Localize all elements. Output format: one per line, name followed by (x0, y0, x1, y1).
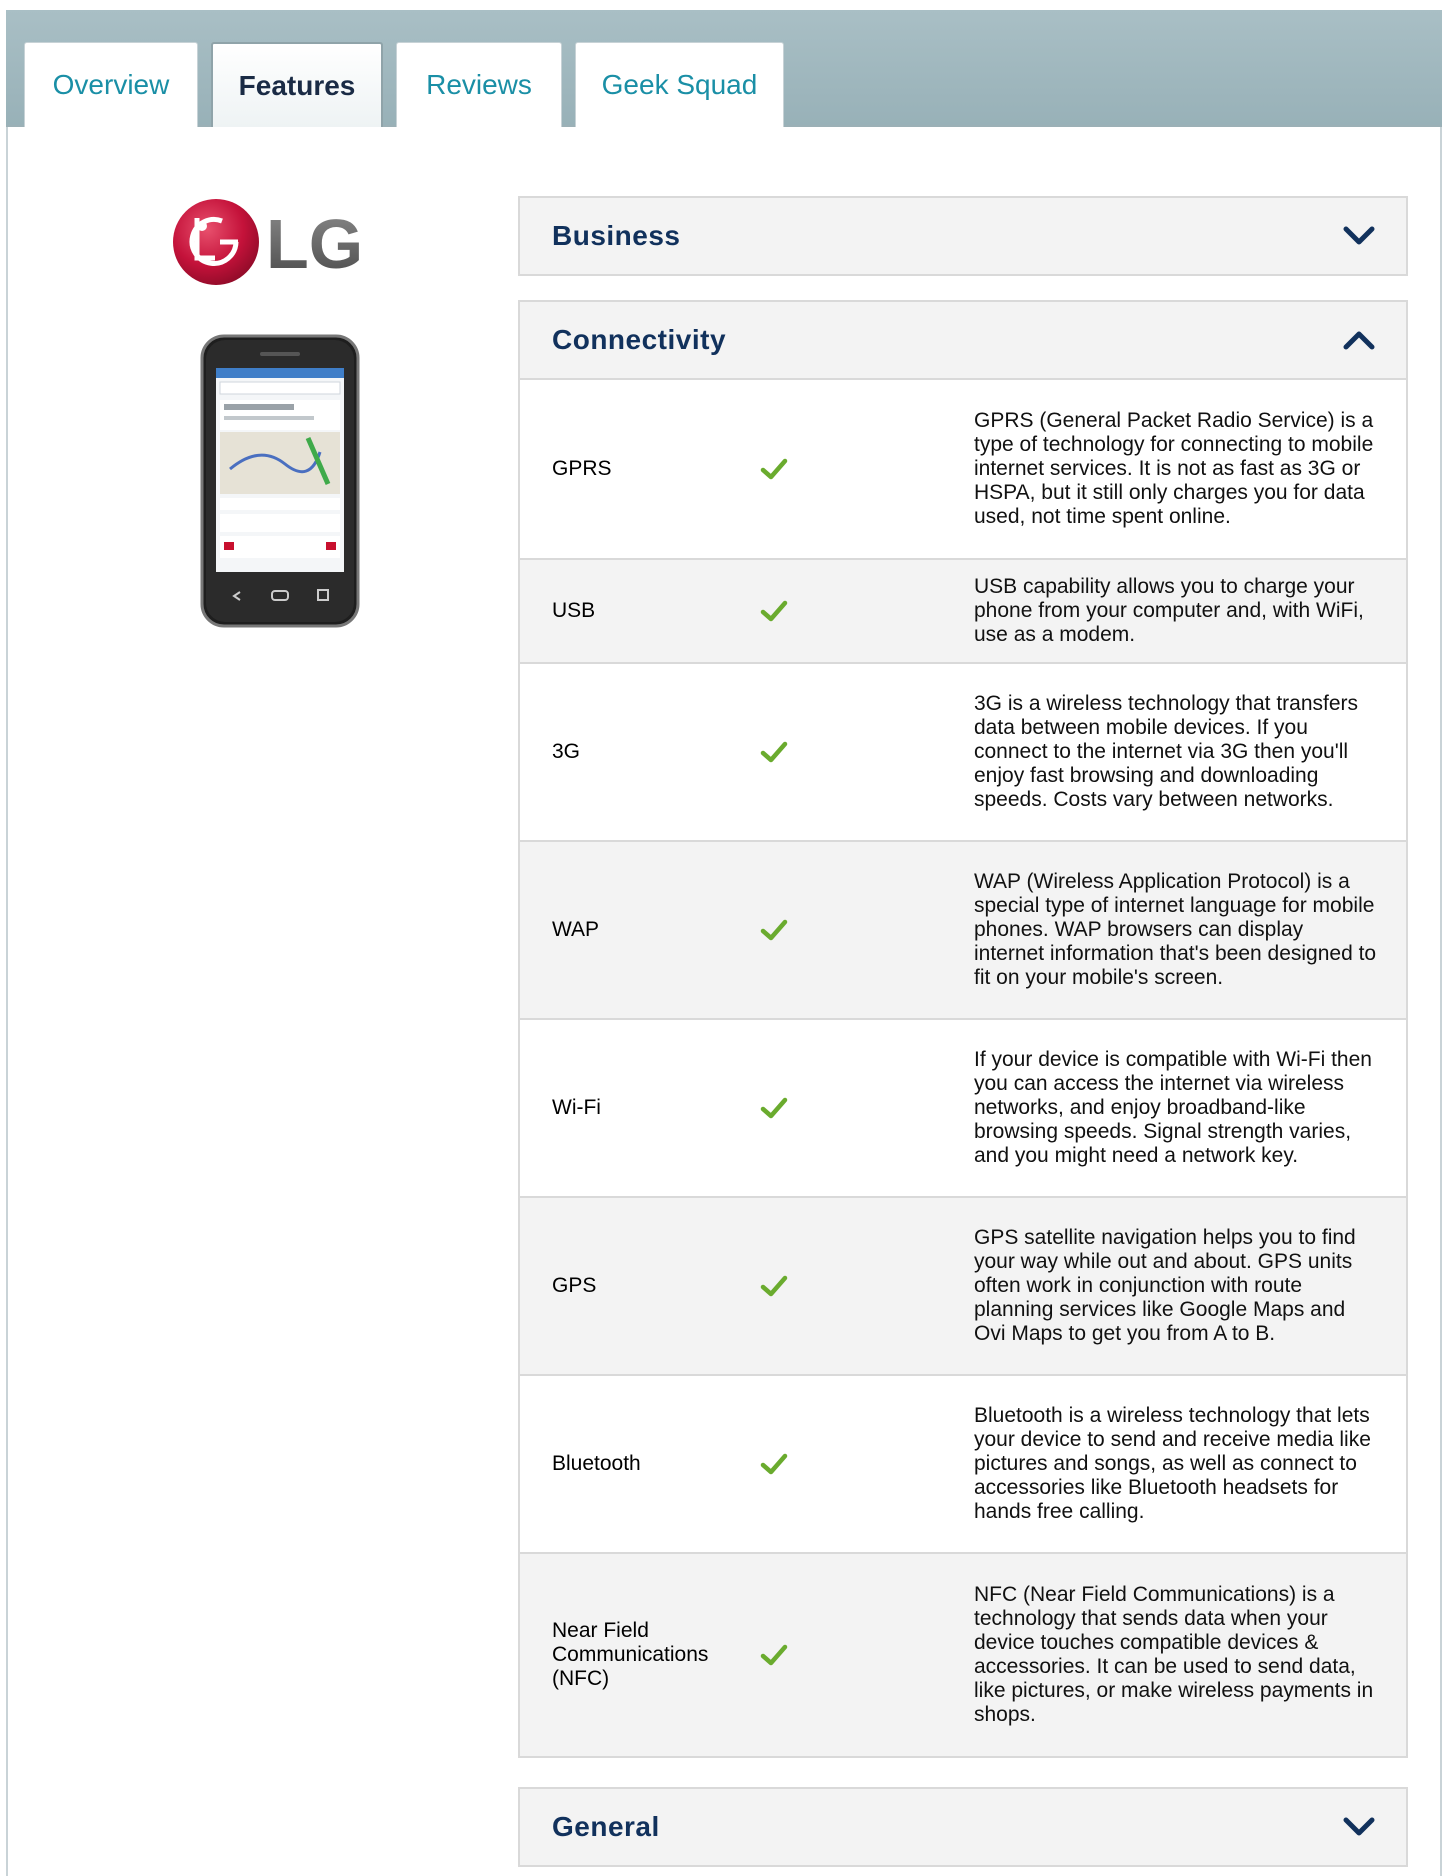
feature-row (520, 662, 1406, 840)
feature-list (520, 378, 1406, 1756)
feature-description: USB capability allows you to charge your phone from your computer and, with WiFi, use as a modem. (974, 575, 1364, 646)
feature-row (520, 380, 1406, 558)
feature-row (520, 558, 1406, 662)
feature-name: Bluetooth (552, 1452, 641, 1475)
feature-description: WAP (Wireless Application Protocol) is a special type of internet language for mobile phones. WAP browsers can display internet information that's been designed to fit on your mobile's screen. (974, 870, 1377, 989)
accordion-general (518, 1787, 1408, 1867)
checkmark-icon (728, 918, 974, 942)
tab-bar (6, 10, 1442, 127)
accordion-general-header[interactable] (520, 1789, 1406, 1865)
checkmark-icon (728, 599, 974, 623)
accordion-general-title: General (552, 1811, 660, 1842)
feature-name: 3G (552, 740, 581, 763)
accordion-business (518, 196, 1408, 276)
checkmark-icon (728, 1096, 974, 1120)
feature-name: WAP (552, 918, 600, 941)
accordion-connectivity (518, 300, 1408, 1758)
feature-description: NFC (Near Field Communications) is a technology that sends data when your device touches compatible devices & accessories. It can be used to send data, like pictures, or make wireless payments in shops. (974, 1583, 1374, 1726)
feature-row (520, 1196, 1406, 1374)
checkmark-icon (728, 457, 974, 481)
tab-geek-squad[interactable]: Geek Squad (575, 42, 784, 127)
chevron-down-icon[interactable] (1342, 225, 1376, 247)
feature-description: GPS satellite navigation helps you to find your way while out and about. GPS units often work in conjunction with route planning services like Google Maps and Ovi Maps to get you from A to B. (974, 1226, 1356, 1345)
feature-name: GPRS (552, 457, 612, 480)
feature-name: USB (552, 599, 596, 622)
phone-image (200, 334, 360, 628)
checkmark-icon (728, 1274, 974, 1298)
accordion-connectivity-header[interactable] (520, 302, 1406, 378)
feature-name: Near Field Communications (NFC) (552, 1619, 709, 1690)
accordion-connectivity-title: Connectivity (552, 324, 727, 355)
feature-row (520, 1552, 1406, 1756)
chevron-up-icon[interactable] (1342, 329, 1376, 351)
feature-description: 3G is a wireless technology that transfers data between mobile devices. If you connect to the internet via 3G then you'll enjoy fast browsing and downloading speeds. Costs vary between networks. (974, 692, 1359, 811)
lg-logo (170, 196, 390, 288)
feature-name: GPS (552, 1274, 597, 1297)
tab-reviews[interactable]: Reviews (396, 42, 562, 127)
tab-features[interactable]: Features (211, 42, 383, 127)
tab-overview[interactable]: Overview (24, 42, 198, 127)
accordion-business-header[interactable] (520, 198, 1406, 274)
accordion-business-title: Business (552, 220, 681, 251)
feature-description: If your device is compatible with Wi-Fi then you can access the internet via wireless networks, and enjoy broadband-like browsing speeds. Signal strength varies, and you might need a network key. (974, 1048, 1372, 1167)
feature-row (520, 1018, 1406, 1196)
checkmark-icon (728, 740, 974, 764)
checkmark-icon (728, 1643, 974, 1667)
feature-description: Bluetooth is a wireless technology that lets your device to send and receive media like pictures and songs, as well as connect to accessories like Bluetooth headsets for hands free calling. (974, 1404, 1371, 1523)
feature-row (520, 840, 1406, 1018)
feature-description: GPRS (General Packet Radio Service) is a type of technology for connecting to mobile internet services. It is not as fast as 3G or HSPA, but it still only charges you for data used, not time spent online. (974, 409, 1374, 528)
chevron-down-icon[interactable] (1342, 1816, 1376, 1838)
checkmark-icon (728, 1452, 974, 1476)
feature-row (520, 1374, 1406, 1552)
svg-text:LG: LG (266, 205, 364, 283)
feature-name: Wi-Fi (552, 1096, 601, 1119)
